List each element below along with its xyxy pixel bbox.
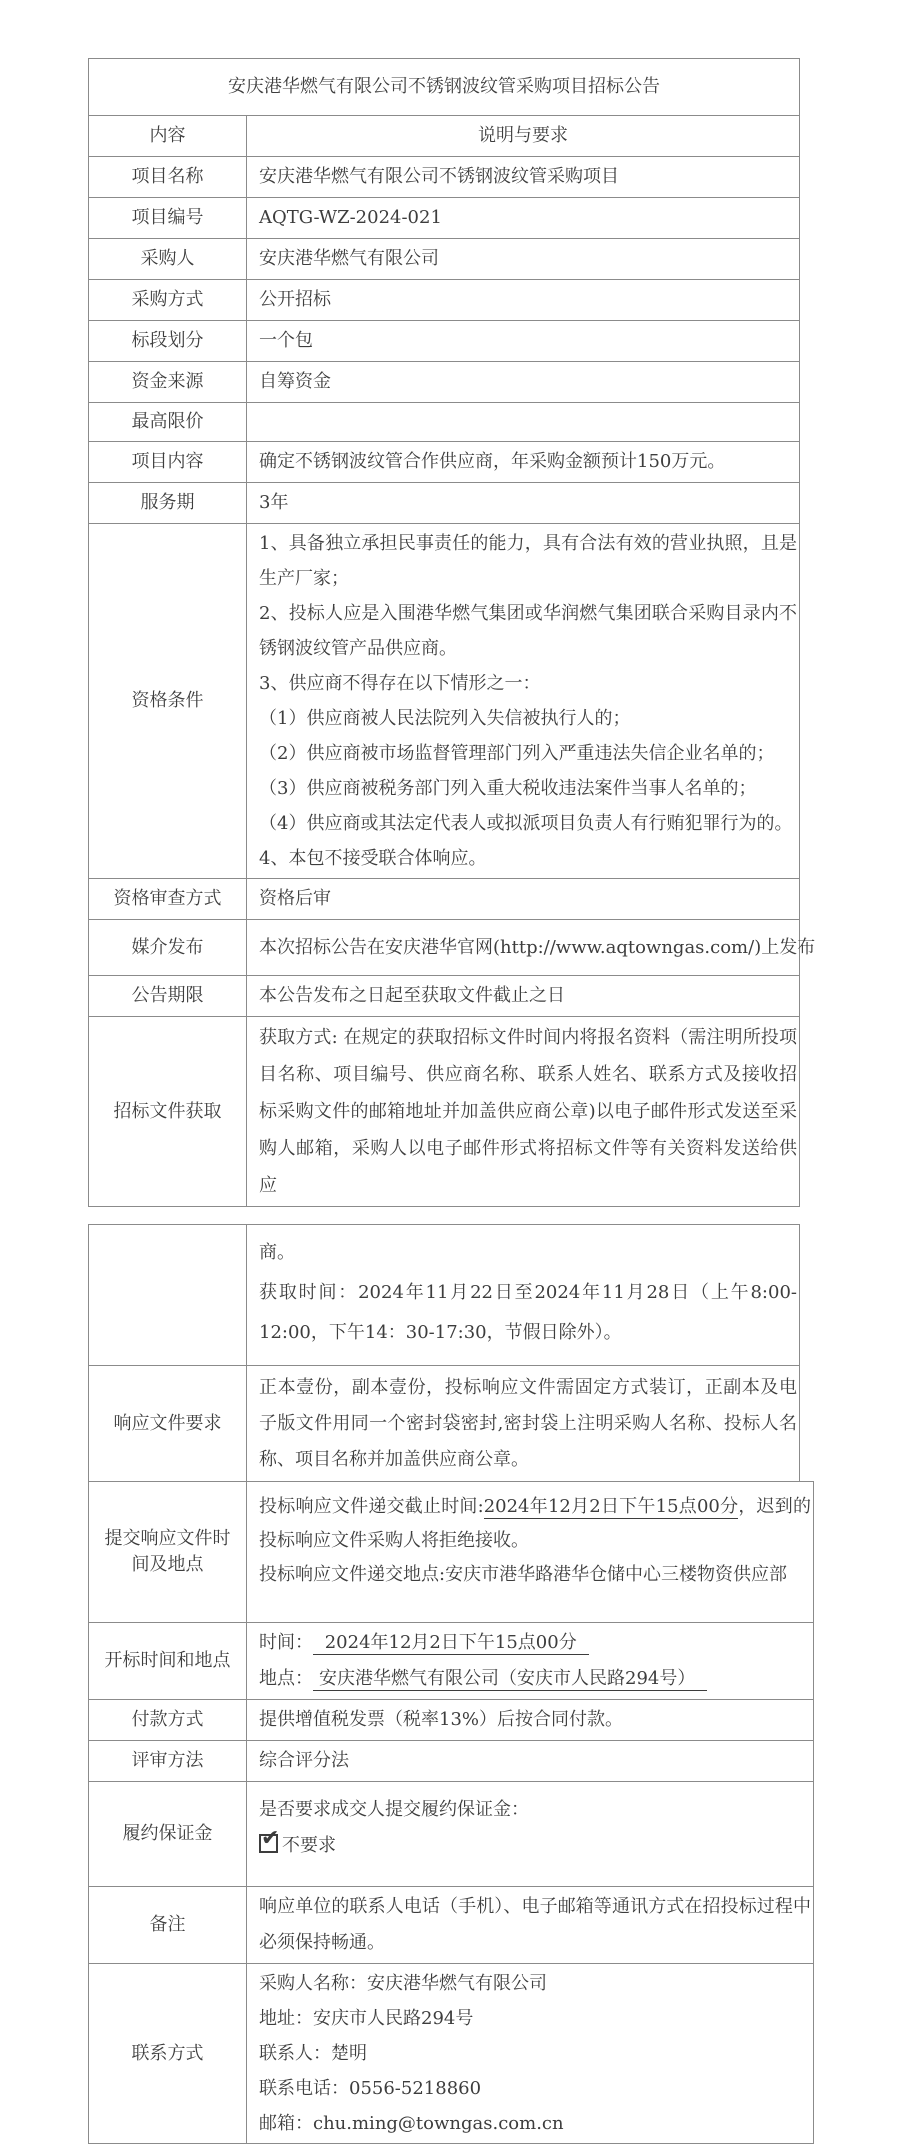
table-row-buyer [89,238,799,279]
row-obtain-documents-label: 招标文件获取 [89,1017,247,1206]
qualification-item: （1）供应商被人民法院列入失信被执行人的； [259,708,631,729]
qualification-item: （2）供应商被市场监督管理部门列入严重违法失信企业名单的； [259,743,775,764]
table-row-evaluation [89,1740,813,1781]
row-notice-period-value: 本公告发布之日起至获取文件截止之日 [259,985,565,1006]
row-evaluation-label: 评审方法 [89,1741,247,1781]
bid-opening-time-label: 时间： [259,1632,313,1653]
document-title: 安庆港华燃气有限公司不锈钢波纹管采购项目招标公告 [228,76,660,97]
table-row-contact [89,1963,813,2143]
row-evaluation-value: 综合评分法 [259,1750,349,1771]
row-procurement-method-label: 采购方式 [89,280,247,320]
row-project-name-label: 项目名称 [89,157,247,197]
qualification-item: 1、具备独立承担民事责任的能力，具有合法有效的营业执照，且是生产厂家； [259,533,797,589]
row-submission-value [247,1482,813,1622]
contact-buyer-name: 采购人名称：安庆港华燃气有限公司 [259,1973,547,1994]
qualification-item: 2、投标人应是入围港华燃气集团或华润燃气集团联合采购目录内不锈钢波纹管产品供应商。 [259,603,797,659]
row-payment-label: 付款方式 [89,1700,247,1740]
row-payment-value: 提供增值税发票（税率13%）后按合同付款。 [259,1709,624,1730]
bid-opening-time-value: 2024年12月2日下午15点00分 [313,1632,589,1655]
row-service-period-value: 3年 [259,492,289,513]
row-remark-label: 备注 [89,1887,247,1963]
table-row-procurement-method [89,279,799,320]
bid-opening-place-label: 地点： [259,1668,313,1689]
row-project-code-value: AQTG-WZ-2024-021 [259,207,442,228]
row-response-docs-value: 正本壹份，副本壹份，投标响应文件需固定方式装订，正副本及电子版文件用同一个密封袋密封,密封袋上注明采购人名称、投标人名称、项目名称并加盖供应商公章。 [259,1376,797,1470]
table-row-notice-period [89,975,799,1016]
tender-table-part2-upper [88,1224,800,1481]
table-row-performance-bond [89,1781,813,1886]
submission-deadline-suffix: ，迟到的投标响应文件采购人将拒绝接收。 [259,1496,811,1551]
column-header-description: 说明与要求 [478,125,568,146]
row-max-price-label: 最高限价 [89,403,247,441]
bid-opening-place-line [259,1661,811,1697]
qualification-item: （4）供应商或其法定代表人或拟派项目负责人有行贿犯罪行为的。 [259,813,793,834]
row-response-docs-label: 响应文件要求 [89,1366,247,1481]
table-row-max-price [89,402,799,441]
bond-answer: 不要求 [282,1835,336,1856]
checked-checkbox-icon: ✔ [261,1826,280,1851]
row-performance-bond-label: 履约保证金 [89,1782,247,1886]
table-row-obtain-continuation [89,1225,799,1365]
submission-deadline-date: 2024年12月2日下午15点00分 [483,1496,739,1517]
table-row-service-period [89,482,799,523]
bond-answer-line [259,1828,811,1864]
submission-deadline-line [259,1490,811,1558]
row-service-period-label: 服务期 [89,483,247,523]
continuation-text: 商。 [259,1242,295,1263]
row-contact-value [247,1964,813,2143]
row-obtain-documents-value: 获取方式: 在规定的获取招标文件时间内将报名资料（需注明所投项目名称、项目编号、供应商名称、联系人姓名、联系方式及接收招标采购文件的邮箱地址并加盖供应商公章)以电子邮件形式发送至采购人邮箱，采购人以电子邮件形式将招标文件等有关资料发送给供应 [259,1027,797,1196]
row-procurement-method-value: 公开招标 [259,289,331,310]
row-obtain-continuation-value [247,1225,799,1365]
row-project-content-value: 确定不锈钢波纹管合作供应商，年采购金额预计150万元。 [259,451,726,472]
table-row-obtain-documents [89,1016,799,1206]
contact-person: 联系人：楚明 [259,2043,367,2064]
qualification-item: 3、供应商不得存在以下情形之一： [259,673,541,694]
row-notice-period-label: 公告期限 [89,976,247,1016]
table-row-response-docs [89,1365,799,1481]
bid-opening-place-value: 安庆港华燃气有限公司（安庆市人民路294号） [313,1668,707,1691]
table-row-payment [89,1699,813,1740]
table-row-project-name [89,156,799,197]
table-row-funding [89,361,799,402]
row-funding-value: 自筹资金 [259,371,331,392]
submission-deadline-prefix: 投标响应文件递交截止时间: [259,1496,484,1517]
tender-table-part1 [88,58,816,1207]
tender-table-part2-lower [88,1481,814,2144]
bid-opening-time-line [259,1625,811,1661]
table-row-project-content [89,441,799,482]
row-bid-opening-value [247,1623,813,1699]
row-project-content-label: 项目内容 [89,442,247,482]
row-remark-value: 响应单位的联系人电话（手机）、电子邮箱等通讯方式在招投标过程中必须保持畅通。 [259,1896,811,1953]
bond-question: 是否要求成交人提交履约保证金： [259,1799,529,1820]
table-row-submission [89,1482,813,1622]
row-project-code-label: 项目编号 [89,198,247,238]
table-row-header [89,115,799,156]
row-performance-bond-value [247,1782,813,1886]
row-review-method-label: 资格审查方式 [89,879,247,919]
obtain-time-text: 获取时间：2024年11月22日至2024年11月28日（上午8:00-12:00，下午14：30-17:30，节假日除外）。 [259,1282,797,1343]
row-qualification-value [247,524,799,878]
row-contact-label: 联系方式 [89,1964,247,2143]
row-qualification-label: 资格条件 [89,524,247,878]
column-header-content: 内容 [89,116,247,156]
table-row-media [89,919,816,975]
row-obtain-continuation-label [89,1225,247,1365]
row-lots-value: 一个包 [259,330,313,351]
row-review-method-value: 资格后审 [259,888,331,909]
row-lots-label: 标段划分 [89,321,247,361]
table-row-project-code [89,197,799,238]
row-funding-label: 资金来源 [89,362,247,402]
row-media-label: 媒介发布 [89,920,247,975]
contact-email: 邮箱：chu.ming@towngas.com.cn [259,2113,564,2134]
row-submission-label: 提交响应文件时间及地点 [89,1482,247,1622]
table-row-review-method [89,878,799,919]
table-row-title [89,59,799,115]
contact-address: 地址：安庆市人民路294号 [259,2008,474,2029]
table-row-remark [89,1886,813,1963]
table-row-lots [89,320,799,361]
submission-place-line: 投标响应文件递交地点:安庆市港华路港华仓储中心三楼物资供应部 [259,1564,788,1585]
row-buyer-value: 安庆港华燃气有限公司 [259,248,439,269]
row-project-name-value: 安庆港华燃气有限公司不锈钢波纹管采购项目 [259,166,619,187]
row-media-value: 本次招标公告在安庆港华官网(http://www.aqtowngas.com/)上发布 [259,936,816,958]
table-row-qualification [89,523,799,878]
qualification-item: （3）供应商被税务部门列入重大税收违法案件当事人名单的； [259,778,757,799]
row-bid-opening-label: 开标时间和地点 [89,1623,247,1699]
row-buyer-label: 采购人 [89,239,247,279]
table-row-bid-opening [89,1622,813,1699]
contact-phone: 联系电话：0556-5218860 [259,2078,482,2099]
qualification-item: 4、本包不接受联合体响应。 [259,848,487,869]
